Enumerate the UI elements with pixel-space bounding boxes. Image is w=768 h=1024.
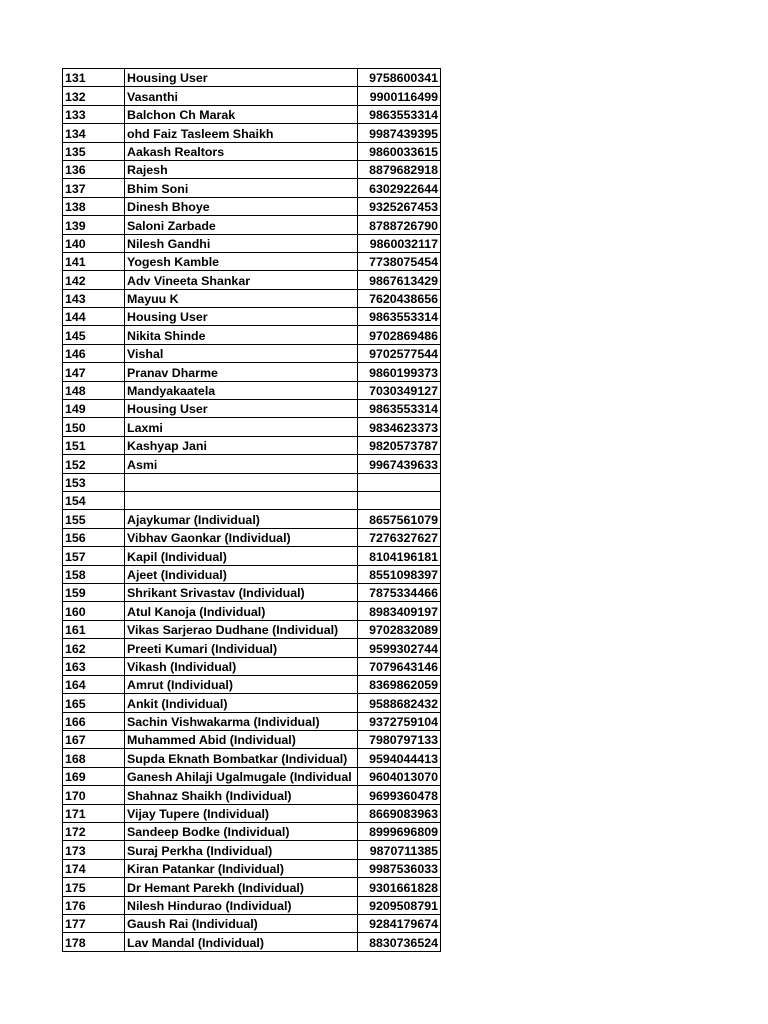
phone-number-cell: 7980797133	[358, 731, 441, 749]
table-row	[63, 639, 441, 657]
table-row	[63, 547, 441, 565]
row-number-cell: 173	[63, 841, 125, 859]
contact-name-cell: Shrikant Srivastav (Individual)	[125, 583, 358, 601]
contact-name-cell: Ankit (Individual)	[125, 694, 358, 712]
phone-number-cell: 8104196181	[358, 547, 441, 565]
contact-name-cell: Vibhav Gaonkar (Individual)	[125, 528, 358, 546]
row-number-cell: 164	[63, 675, 125, 693]
row-number-cell: 141	[63, 252, 125, 270]
row-number-cell: 168	[63, 749, 125, 767]
contact-name-cell: Mandyakaatela	[125, 381, 358, 399]
row-number-cell: 142	[63, 271, 125, 289]
phone-number-cell: 7620438656	[358, 289, 441, 307]
phone-number-cell: 9604013070	[358, 767, 441, 785]
row-number-cell: 162	[63, 639, 125, 657]
contact-name-cell: Sachin Vishwakarma (Individual)	[125, 712, 358, 730]
row-number-cell: 171	[63, 804, 125, 822]
phone-number-cell: 7079643146	[358, 657, 441, 675]
row-number-cell: 146	[63, 344, 125, 362]
table-row	[63, 234, 441, 252]
row-number-cell: 172	[63, 823, 125, 841]
phone-number-cell	[358, 473, 441, 491]
contact-name-cell: Lav Mandal (Individual)	[125, 933, 358, 951]
contact-name-cell: Bhim Soni	[125, 179, 358, 197]
contact-name-cell: Suraj Perkha (Individual)	[125, 841, 358, 859]
row-number-cell: 163	[63, 657, 125, 675]
phone-number-cell: 9372759104	[358, 712, 441, 730]
table-row	[63, 565, 441, 583]
phone-number-cell: 9860032117	[358, 234, 441, 252]
row-number-cell: 165	[63, 694, 125, 712]
table-row	[63, 786, 441, 804]
row-number-cell: 178	[63, 933, 125, 951]
contact-name-cell: Vikash (Individual)	[125, 657, 358, 675]
table-row	[63, 197, 441, 215]
phone-number-cell: 9209508791	[358, 896, 441, 914]
table-row	[63, 694, 441, 712]
contact-name-cell: Vishal	[125, 344, 358, 362]
row-number-cell: 136	[63, 160, 125, 178]
table-row	[63, 436, 441, 454]
contact-name-cell: Mayuu K	[125, 289, 358, 307]
phone-number-cell: 9867613429	[358, 271, 441, 289]
contact-name-cell: Yogesh Kamble	[125, 252, 358, 270]
phone-number-cell: 9702832089	[358, 620, 441, 638]
phone-number-cell: 9860199373	[358, 363, 441, 381]
contact-name-cell: Ganesh Ahilaji Ugalmugale (Individual	[125, 767, 358, 785]
contact-name-cell: Vasanthi	[125, 87, 358, 105]
table-row	[63, 69, 441, 87]
phone-number-cell: 9863553314	[358, 400, 441, 418]
contact-name-cell: Muhammed Abid (Individual)	[125, 731, 358, 749]
phone-number-cell: 9900116499	[358, 87, 441, 105]
row-number-cell: 161	[63, 620, 125, 638]
phone-number-cell: 8788726790	[358, 216, 441, 234]
row-number-cell: 135	[63, 142, 125, 160]
phone-number-cell: 9987439395	[358, 124, 441, 142]
table-row	[63, 602, 441, 620]
table-row	[63, 712, 441, 730]
phone-number-cell: 9860033615	[358, 142, 441, 160]
phone-number-cell: 9870711385	[358, 841, 441, 859]
phone-number-cell: 9758600341	[358, 69, 441, 87]
contact-name-cell: Kapil (Individual)	[125, 547, 358, 565]
contact-name-cell: Nikita Shinde	[125, 326, 358, 344]
table-row	[63, 841, 441, 859]
phone-number-cell: 9967439633	[358, 455, 441, 473]
table-row	[63, 124, 441, 142]
contact-name-cell: Sandeep Bodke (Individual)	[125, 823, 358, 841]
row-number-cell: 134	[63, 124, 125, 142]
phone-number-cell: 9987536033	[358, 859, 441, 877]
table-row	[63, 473, 441, 491]
contact-name-cell: Ajeet (Individual)	[125, 565, 358, 583]
row-number-cell: 131	[63, 69, 125, 87]
row-number-cell: 152	[63, 455, 125, 473]
row-number-cell: 170	[63, 786, 125, 804]
table-row	[63, 528, 441, 546]
contact-table	[62, 68, 441, 952]
table-row	[63, 657, 441, 675]
phone-number-cell: 8983409197	[358, 602, 441, 620]
table-row	[63, 749, 441, 767]
row-number-cell: 157	[63, 547, 125, 565]
row-number-cell: 166	[63, 712, 125, 730]
contact-name-cell: Saloni Zarbade	[125, 216, 358, 234]
table-row	[63, 767, 441, 785]
phone-number-cell	[358, 491, 441, 509]
row-number-cell: 145	[63, 326, 125, 344]
table-row	[63, 363, 441, 381]
table-row	[63, 326, 441, 344]
table-row	[63, 381, 441, 399]
table-row	[63, 620, 441, 638]
table-row	[63, 289, 441, 307]
table-row	[63, 344, 441, 362]
phone-number-cell: 8669083963	[358, 804, 441, 822]
contact-table-body	[63, 69, 441, 952]
contact-name-cell: Ajaykumar (Individual)	[125, 510, 358, 528]
row-number-cell: 155	[63, 510, 125, 528]
table-row	[63, 142, 441, 160]
table-row	[63, 308, 441, 326]
phone-number-cell: 9588682432	[358, 694, 441, 712]
contact-name-cell: Balchon Ch Marak	[125, 105, 358, 123]
contact-name-cell: Housing User	[125, 400, 358, 418]
phone-number-cell: 8369862059	[358, 675, 441, 693]
table-row	[63, 455, 441, 473]
row-number-cell: 148	[63, 381, 125, 399]
phone-number-cell: 9820573787	[358, 436, 441, 454]
contact-name-cell: Vikas Sarjerao Dudhane (Individual)	[125, 620, 358, 638]
row-number-cell: 147	[63, 363, 125, 381]
contact-name-cell: Dinesh Bhoye	[125, 197, 358, 215]
phone-number-cell: 7875334466	[358, 583, 441, 601]
table-row	[63, 400, 441, 418]
table-row	[63, 179, 441, 197]
contact-name-cell: Nilesh Hindurao (Individual)	[125, 896, 358, 914]
row-number-cell: 160	[63, 602, 125, 620]
contact-name-cell	[125, 473, 358, 491]
phone-number-cell: 9325267453	[358, 197, 441, 215]
table-row	[63, 271, 441, 289]
phone-number-cell: 8657561079	[358, 510, 441, 528]
phone-number-cell: 8830736524	[358, 933, 441, 951]
contact-name-cell: Shahnaz Shaikh (Individual)	[125, 786, 358, 804]
phone-number-cell: 7030349127	[358, 381, 441, 399]
row-number-cell: 167	[63, 731, 125, 749]
contact-name-cell: Amrut (Individual)	[125, 675, 358, 693]
table-row	[63, 914, 441, 932]
phone-number-cell: 7738075454	[358, 252, 441, 270]
contact-name-cell: Supda Eknath Bombatkar (Individual)	[125, 749, 358, 767]
phone-number-cell: 9594044413	[358, 749, 441, 767]
row-number-cell: 139	[63, 216, 125, 234]
row-number-cell: 175	[63, 878, 125, 896]
row-number-cell: 149	[63, 400, 125, 418]
contact-name-cell: Laxmi	[125, 418, 358, 436]
contact-name-cell: Dr Hemant Parekh (Individual)	[125, 878, 358, 896]
contact-name-cell: Gaush Rai (Individual)	[125, 914, 358, 932]
contact-name-cell: Aakash Realtors	[125, 142, 358, 160]
contact-name-cell: Kashyap Jani	[125, 436, 358, 454]
phone-number-cell: 8879682918	[358, 160, 441, 178]
phone-number-cell: 9702577544	[358, 344, 441, 362]
phone-number-cell: 6302922644	[358, 179, 441, 197]
phone-number-cell: 9301661828	[358, 878, 441, 896]
table-row	[63, 491, 441, 509]
table-row	[63, 418, 441, 436]
phone-number-cell: 9284179674	[358, 914, 441, 932]
row-number-cell: 156	[63, 528, 125, 546]
table-row	[63, 878, 441, 896]
contact-name-cell: ohd Faiz Tasleem Shaikh	[125, 124, 358, 142]
contact-name-cell: Adv Vineeta Shankar	[125, 271, 358, 289]
row-number-cell: 169	[63, 767, 125, 785]
phone-number-cell: 7276327627	[358, 528, 441, 546]
phone-number-cell: 9863553314	[358, 105, 441, 123]
row-number-cell: 143	[63, 289, 125, 307]
table-row	[63, 859, 441, 877]
row-number-cell: 133	[63, 105, 125, 123]
phone-number-cell: 8999696809	[358, 823, 441, 841]
contact-name-cell: Vijay Tupere (Individual)	[125, 804, 358, 822]
table-row	[63, 583, 441, 601]
row-number-cell: 140	[63, 234, 125, 252]
row-number-cell: 174	[63, 859, 125, 877]
phone-number-cell: 9863553314	[358, 308, 441, 326]
phone-number-cell: 9599302744	[358, 639, 441, 657]
row-number-cell: 144	[63, 308, 125, 326]
row-number-cell: 150	[63, 418, 125, 436]
contact-name-cell: Atul Kanoja (Individual)	[125, 602, 358, 620]
row-number-cell: 158	[63, 565, 125, 583]
table-row	[63, 87, 441, 105]
phone-number-cell: 9699360478	[358, 786, 441, 804]
table-row	[63, 804, 441, 822]
row-number-cell: 176	[63, 896, 125, 914]
contact-name-cell: Housing User	[125, 308, 358, 326]
table-row	[63, 896, 441, 914]
row-number-cell: 132	[63, 87, 125, 105]
table-row	[63, 933, 441, 951]
table-row	[63, 510, 441, 528]
row-number-cell: 138	[63, 197, 125, 215]
table-row	[63, 252, 441, 270]
row-number-cell: 153	[63, 473, 125, 491]
table-row	[63, 823, 441, 841]
table-row	[63, 216, 441, 234]
contact-name-cell: Housing User	[125, 69, 358, 87]
phone-number-cell: 8551098397	[358, 565, 441, 583]
contact-name-cell	[125, 491, 358, 509]
row-number-cell: 159	[63, 583, 125, 601]
contact-name-cell: Pranav Dharme	[125, 363, 358, 381]
row-number-cell: 137	[63, 179, 125, 197]
contact-name-cell: Preeti Kumari (Individual)	[125, 639, 358, 657]
table-row	[63, 105, 441, 123]
contact-name-cell: Asmi	[125, 455, 358, 473]
contact-name-cell: Kiran Patankar (Individual)	[125, 859, 358, 877]
phone-number-cell: 9834623373	[358, 418, 441, 436]
phone-number-cell: 9702869486	[358, 326, 441, 344]
table-row	[63, 160, 441, 178]
row-number-cell: 154	[63, 491, 125, 509]
contact-name-cell: Nilesh Gandhi	[125, 234, 358, 252]
row-number-cell: 177	[63, 914, 125, 932]
table-row	[63, 731, 441, 749]
contact-name-cell: Rajesh	[125, 160, 358, 178]
table-row	[63, 675, 441, 693]
row-number-cell: 151	[63, 436, 125, 454]
